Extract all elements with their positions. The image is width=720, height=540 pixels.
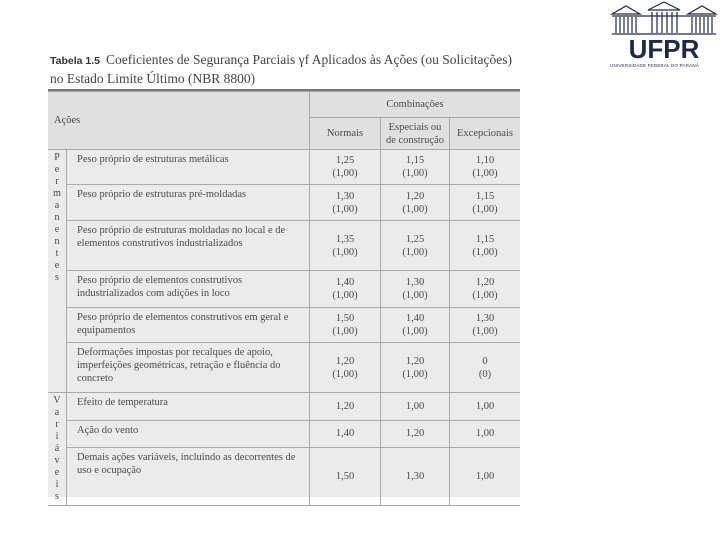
coefficient-cell	[450, 185, 521, 221]
coefficient-cell	[310, 420, 381, 447]
coefficient-cell	[381, 447, 450, 505]
header-actions: Ações	[48, 92, 310, 150]
coefficient-cell	[450, 343, 521, 393]
coefficient-cell	[450, 420, 521, 447]
coefficient-value: 1,00	[405, 400, 425, 412]
header-especiais: Especiais ou de construção	[381, 118, 450, 150]
table-row	[48, 343, 520, 393]
coefficient-value: 1,20	[405, 355, 425, 367]
group-label: P e r m a n e n t e s	[48, 150, 67, 393]
coefficient-value: 1,20	[335, 400, 355, 412]
coefficient-cell	[310, 271, 381, 308]
table-row	[48, 447, 520, 505]
table-label: Tabela 1.5	[50, 55, 100, 67]
table-row	[48, 185, 520, 221]
coefficient-value: 1,25	[405, 233, 425, 245]
favorable-coefficient: (1,00)	[402, 246, 428, 258]
favorable-coefficient: (1,00)	[402, 168, 428, 180]
favorable-coefficient: (1,00)	[332, 168, 358, 180]
coefficient-value: 1,40	[335, 428, 355, 440]
table-row	[48, 393, 520, 420]
coefficient-value: 1,25	[335, 155, 355, 167]
table-caption	[50, 51, 520, 87]
coefficient-value: 1,00	[475, 471, 495, 483]
coefficient-value: 1,10	[475, 155, 495, 167]
coefficient-cell	[310, 447, 381, 505]
action-description: Peso próprio de elementos construtivos em geral e equipamentos	[67, 308, 310, 343]
favorable-coefficient: (1,00)	[332, 326, 358, 338]
coefficient-cell	[450, 221, 521, 271]
favorable-coefficient: (1,00)	[472, 203, 498, 215]
header-excepcionais: Excepcionais	[450, 118, 521, 150]
coefficient-cell	[381, 150, 450, 185]
coefficient-value: 1,40	[405, 313, 425, 325]
coefficient-value: 1,20	[405, 428, 425, 440]
favorable-coefficient: (1,00)	[332, 290, 358, 302]
safety-coefficients-table	[48, 89, 520, 503]
coefficient-cell	[310, 343, 381, 393]
coefficient-cell	[310, 150, 381, 185]
favorable-coefficient: (1,00)	[332, 368, 358, 380]
coefficient-cell	[381, 343, 450, 393]
coefficient-cell	[310, 308, 381, 343]
logo-subtitle: UNIVERSIDADE FEDERAL DO PARANÁ	[610, 63, 700, 68]
favorable-coefficient: (1,00)	[402, 326, 428, 338]
coefficient-value: 1,20	[335, 355, 355, 367]
header-normais: Normais	[310, 118, 381, 150]
coefficient-cell	[381, 221, 450, 271]
coefficient-cell	[450, 393, 521, 420]
favorable-coefficient: (1,00)	[332, 246, 358, 258]
coefficient-cell	[381, 420, 450, 447]
coefficient-cell	[450, 308, 521, 343]
action-description: Ação do vento	[67, 420, 310, 447]
coefficient-value: 1,30	[335, 190, 355, 202]
coefficient-cell	[381, 271, 450, 308]
coefficient-value: 1,30	[405, 471, 425, 483]
coefficient-cell	[381, 308, 450, 343]
favorable-coefficient: (1,00)	[402, 368, 428, 380]
coefficient-value: 0	[482, 355, 488, 367]
coefficient-value: 1,15	[475, 233, 495, 245]
coefficient-cell	[381, 393, 450, 420]
action-description: Demais ações variáveis, incluindo as decorrentes de uso e ocupação	[67, 447, 310, 505]
header-combinations: Combinações	[310, 92, 521, 118]
coefficient-cell	[450, 271, 521, 308]
favorable-coefficient: (0)	[478, 368, 492, 380]
table-row	[48, 221, 520, 271]
favorable-coefficient: (1,00)	[332, 203, 358, 215]
coefficient-cell	[310, 221, 381, 271]
coefficient-cell	[381, 185, 450, 221]
action-description: Peso próprio de estruturas pré-moldadas	[67, 185, 310, 221]
favorable-coefficient: (1,00)	[472, 290, 498, 302]
coefficient-value: 1,15	[405, 155, 425, 167]
group-label: V a r i á v e i s	[48, 393, 67, 506]
coefficient-value: 1,00	[475, 400, 495, 412]
table-row	[48, 308, 520, 343]
action-description: Deformações impostas por recalques de apoio, imperfeições geométricas, retração e fluência do concreto	[67, 343, 310, 393]
coefficient-cell	[450, 150, 521, 185]
action-description: Peso próprio de elementos construtivos industrializados com adições in loco	[67, 271, 310, 308]
action-description: Peso próprio de estruturas metálicas	[67, 150, 310, 185]
coefficient-value: 1,20	[405, 190, 425, 202]
coefficient-cell	[310, 185, 381, 221]
favorable-coefficient: (1,00)	[472, 168, 498, 180]
coefficient-cell	[450, 447, 521, 505]
coefficient-cell	[310, 393, 381, 420]
table-title: Coeficientes de Segurança Parciais γf Aplicados às Ações (ou Solicitações) no Estado Limite Último (NBR 8800)	[50, 52, 512, 86]
action-description: Efeito de temperatura	[67, 393, 310, 420]
favorable-coefficient: (1,00)	[402, 290, 428, 302]
coefficient-value: 1,50	[335, 313, 355, 325]
action-description: Peso próprio de estruturas moldadas no local e de elementos construtivos industrializados	[67, 221, 310, 271]
favorable-coefficient: (1,00)	[402, 203, 428, 215]
ufpr-logo	[608, 0, 720, 62]
coefficient-value: 1,15	[475, 190, 495, 202]
favorable-coefficient: (1,00)	[472, 246, 498, 258]
coefficient-value: 1,00	[475, 428, 495, 440]
coefficient-value: 1,30	[475, 313, 495, 325]
coefficient-value: 1,35	[335, 233, 355, 245]
table-row	[48, 420, 520, 447]
coefficient-value: 1,40	[335, 277, 355, 289]
table-row	[48, 271, 520, 308]
coefficient-value: 1,20	[475, 277, 495, 289]
coefficient-value: 1,30	[405, 277, 425, 289]
table-row	[48, 150, 520, 185]
svg-text:UFPR: UFPR	[628, 34, 700, 62]
coefficient-value: 1,50	[335, 471, 355, 483]
favorable-coefficient: (1,00)	[472, 326, 498, 338]
